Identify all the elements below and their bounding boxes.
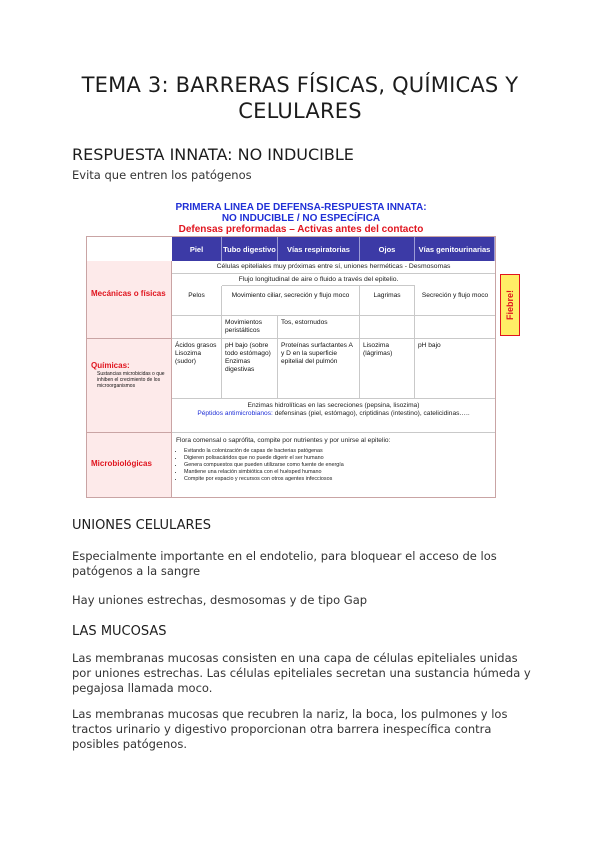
quimicas-resp: Proteínas surfactantes A y D en la superficie epitelial del pulmón (278, 339, 360, 399)
mecanicas-digestivo-resp: Movimiento ciliar, secreción y flujo moco (222, 286, 360, 316)
uniones-text2: Hay uniones estrechas, desmosomas y de tipo Gap (72, 593, 368, 607)
section-heading-respuesta-innata: RESPUESTA INNATA: NO INDUCIBLE (72, 145, 354, 164)
row-label-mecanicas: Mecánicas o físicas (87, 261, 172, 339)
quimicas-genito: pH bajo (415, 339, 495, 399)
quimicas-digestivo: pH bajo (sobre todo estómago) Enzimas digestivas (222, 339, 278, 399)
microbiologicas-header: Flora comensal o saprófita, compite por nutrientes y por unirse al epitelio: (176, 437, 391, 444)
peptidos-text: defensinas (piel, estómago), criptidinas (intestino), catelicidinas….. (274, 410, 470, 417)
page-title: TEMA 3: BARRERAS FÍSICAS, QUÍMICAS Y CELULARES (81, 73, 519, 123)
figure-title-line3: Defensas preformadas – Activas antes del contacto (178, 224, 424, 235)
col-ojos: Ojos (360, 237, 415, 261)
peptidos-label: Péptidos antimicrobianos: (197, 410, 273, 417)
mucosas-text1: Las membranas mucosas consisten en una capa de células epiteliales unidas por uniones estrechas. Las células epiteliales secretan una sustancia húmeda y pegajosa llamada moco. (72, 651, 531, 695)
quimicas-shared (172, 399, 495, 433)
quimicas-ojos: Lisozima (lágrimas) (360, 339, 415, 399)
defense-table (86, 236, 496, 498)
col-tubo-digestivo: Tubo digestivo (222, 237, 278, 261)
mecanicas-genito: Secreción y flujo moco (415, 286, 495, 316)
figure-title-line2: NO INDUCIBLE / NO ESPECÍFICA (221, 213, 381, 224)
list-item: • Compite por espacio y recursos con otros agentes infecciosos (184, 476, 494, 483)
mecanicas-resp2: Tos, estornudos (278, 316, 360, 339)
col-vias-respiratorias: Vías respiratorias (278, 237, 360, 261)
col-piel: Piel (172, 237, 222, 261)
col-vias-genitourinarias: Vías genitourinarias (415, 237, 495, 261)
figure-title-line1: PRIMERA LINEA DE DEFENSA-RESPUESTA INNATA: (175, 202, 427, 213)
fiebre-badge: Fiebre! (500, 274, 520, 336)
list-item: • Genera compuestos que pueden utilizarse como fuente de energía (184, 462, 494, 469)
mecanicas-ojos-empty (360, 316, 415, 339)
mecanicas-row1: Células epiteliales muy próximas entre sí, uniones herméticas - Desmosomas (172, 261, 495, 274)
quimicas-label: Químicas: (91, 361, 130, 370)
mucosas-text2: Las membranas mucosas que recubren la nariz, la boca, los pulmones y los tractos urinario y digestivo proporcionan otra barrera inespecífica contra posibles patógenos. (72, 707, 508, 751)
list-item: • Mantiene una relación simbiótica con el huésped humano (184, 469, 494, 476)
list-item: • Evitando la colonización de capas de bacterias patógenas (184, 448, 494, 455)
mecanicas-piel-empty (172, 316, 222, 339)
row-label-quimicas (87, 339, 172, 433)
section-text-evita: Evita que entren los patógenos (72, 168, 252, 182)
list-item: • Digieren polisacáridos que no puede digerir el ser humano (184, 455, 494, 462)
mecanicas-digestivo2: Movimientos peristálticos (222, 316, 278, 339)
quimicas-piel: Ácidos grasos Lisozima (sudor) (172, 339, 222, 399)
row-label-microbiologicas: Microbiológicas (87, 433, 172, 497)
microbiologicas-list (176, 448, 494, 483)
quimicas-sublabel: Sustancias microbicidas o que inhiben el crecimiento de los microorganismos (97, 371, 165, 389)
quimicas-enzimas: Enzimas hidrolíticas en las secreciones (pepsina, lisozima) (247, 402, 420, 409)
uniones-text1: Especialmente importante en el endotelio, para bloquear el acceso de los patógenos a la sangre (72, 549, 497, 578)
section-heading-uniones: UNIONES CELULARES (72, 518, 211, 533)
mecanicas-row2: Flujo longitudinal de aire o fluido a través del epitelio. (222, 274, 415, 286)
section-heading-mucosas: LAS MUCOSAS (72, 624, 167, 639)
defense-table-figure (86, 198, 528, 500)
quimicas-peptidos (172, 410, 495, 418)
mecanicas-genito-empty (415, 316, 495, 339)
mecanicas-ojos: Lagrimas (360, 286, 415, 316)
mecanicas-piel: Pelos (172, 286, 222, 316)
